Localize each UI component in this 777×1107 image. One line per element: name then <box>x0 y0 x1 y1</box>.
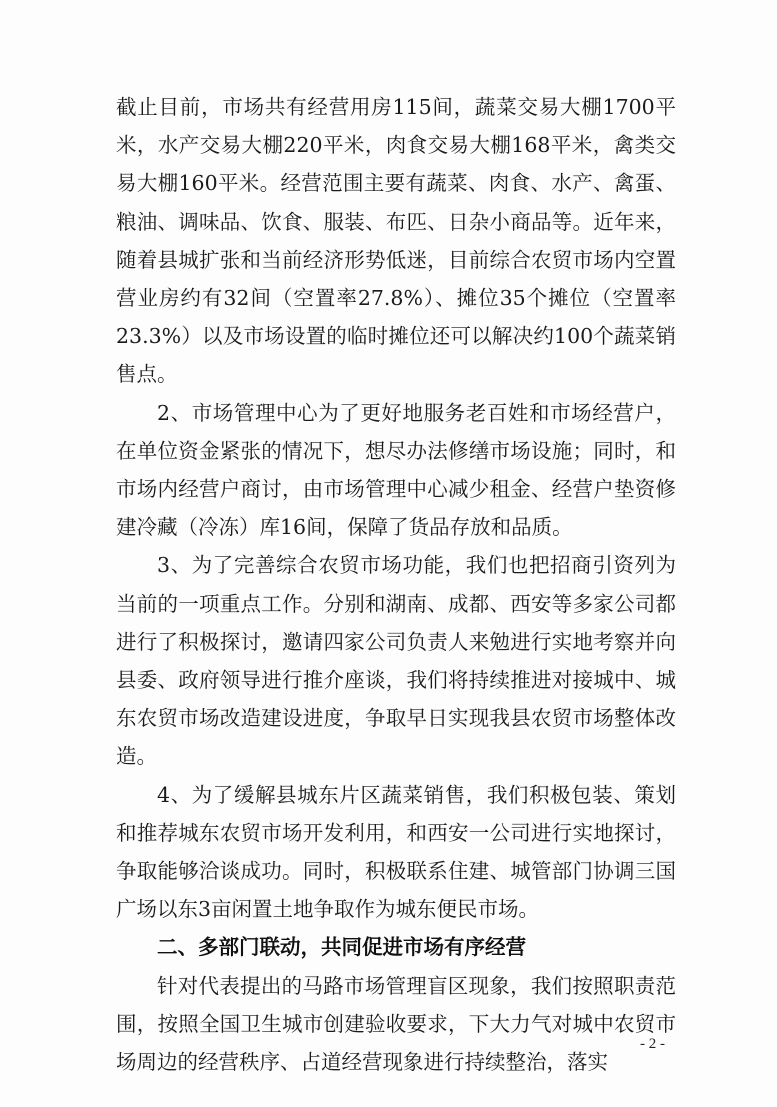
page-number: - 2 - <box>640 1036 665 1052</box>
paragraph-item-2: 2、市场管理中心为了更好地服务老百姓和市场经营户，在单位资金紧张的情况下，想尽办法修缮市场设施；同时，和市场内经营户商讨，由市场管理中心减少租金、经营户垫资修建冷藏（冷冻）库16间，保障了货品存放和品质。 <box>116 400 676 540</box>
paragraph-market-overview: 截止目前，市场共有经营用房115间，蔬菜交易大棚1700平米，水产交易大棚220平米，肉食交易大棚168平米，禽类交易大棚160平米。经营范围主要有蔬菜、肉食、水产、禽蛋、粮油、调味品、饮食、服装、布匹、日杂小商品等。近年来，随着县城扩张和当前经济形势低迷，目前综合农贸市场内空置营业房约有32间（空置率27.8%）、摊位35个摊位（空置率23.3%）以及市场设置的临时摊位还可以解决约100个蔬菜销售点。 <box>116 95 676 387</box>
paragraph-closing: 针对代表提出的马路市场管理盲区现象，我们按照职责范围，按照全国卫生城市创建验收要求，下大力气对城中农贸市场周边的经营秩序、占道经营现象进行持续整治，落实 <box>116 973 676 1075</box>
paragraph-item-3: 3、为了完善综合农贸市场功能，我们也把招商引资列为当前的一项重点工作。分别和湖南、成都、西安等多家公司都进行了积极探讨，邀请四家公司负责人来勉进行实地考察并向县委、政府领导进行推介座谈，我们将持续推进对接城中、城东农贸市场改造建设进度，争取早日实现我县农贸市场整体改造。 <box>116 553 676 769</box>
document-body <box>116 88 676 1081</box>
section-heading: 二、多部门联动，共同促进市场有序经营 <box>157 935 526 960</box>
paragraph-item-4: 4、为了缓解县城东片区蔬菜销售，我们积极包装、策划和推荐城东农贸市场开发利用，和西安一公司进行实地探讨，争取能够洽谈成功。同时，积极联系住建、城管部门协调三国广场以东3亩闲置土地争取作为城东便民市场。 <box>116 782 676 922</box>
